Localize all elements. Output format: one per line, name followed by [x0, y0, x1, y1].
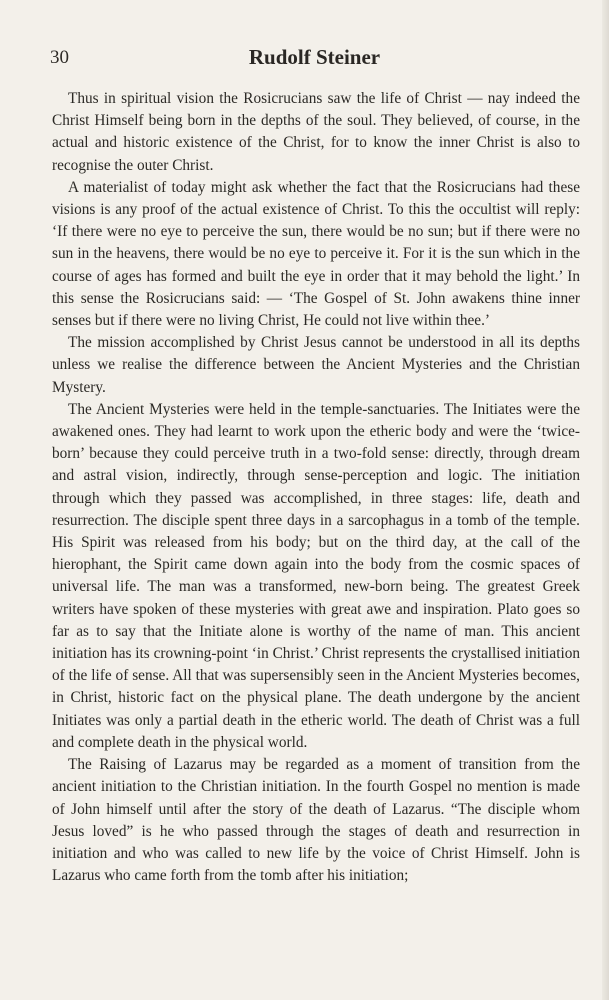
running-title: Rudolf Steiner	[248, 45, 381, 69]
page-number: 30	[50, 47, 69, 68]
page-edge	[602, 0, 609, 1000]
text-body	[52, 88, 580, 887]
paragraph-raising-of-lazarus: The Raising of Lazarus may be regarded as a moment of transition from the ancient initiation to the Christian initiation. In the fourth Gospel no mention is made of John himself until after the story of the death of Lazarus. “The disciple whom Jesus loved” is he who passed through the stages of death and resurrection in initiation and who was called to new life by the voice of Christ Himself. John is Lazarus who came forth from the tomb after his initiation;	[52, 756, 580, 885]
paragraph-ancient-mysteries: The Ancient Mysteries were held in the temple-sanctuaries. The Initiates were the awakened ones. They had learnt to work upon the etheric body and were the ‘twice-born’ because they could perceive truth in a two-fold sense: directly, through dream and astral vision, indirectly, through sense-perception and logic. The initiation through which they passed was accomplished, in three stages: life, death and resurrection. The disciple spent three days in a sarcophagus in a tomb of the temple. His Spirit was released from his body; but on the third day, at the call of the hierophant, the Spirit came down again into the body from the cosmic spaces of universal life. The man was a transformed, new-born being. The greatest Greek writers have spoken of these mysteries with great awe and inspiration. Plato goes so far as to say that the Initiate alone is worthy of the name of man. This ancient initiation has its crowning-point ‘in Christ.’ Christ represents the crystallised initiation of the life of sense. All that was supersensibly seen in the Ancient Mysteries becomes, in Christ, historic fact on the physical plane. The death undergone by the ancient Initiates was only a partial death in the etheric world. The death of Christ was a full and complete death in the physical world.	[52, 400, 580, 751]
paragraph-materialist-question: A materialist of today might ask whether the fact that the Rosicrucians had these visions is any proof of the actual existence of Christ. To this the occultist will reply: ‘If there were no eye to perceive the sun, there would be no sun; but if there were no sun in the heavens, there would be no eye to perceive it. For it is the sun which in the course of ages has formed and built the eye in order that it may behold the light.’ In this sense the Rosicrucians said: — ‘The Gospel of St. John awakens thine inner senses but if there were no living Christ, He could not live within thee.’	[52, 178, 580, 330]
running-head	[0, 41, 609, 71]
paragraph-mission-of-christ: The mission accomplished by Christ Jesus cannot be understood in all its depths unless we realise the difference between the Ancient Mysteries and the Christian Mystery.	[52, 334, 580, 396]
paragraph-rosicrucian-vision: Thus in spiritual vision the Rosicrucians saw the life of Christ — nay indeed the Christ Himself being born in the depths of the soul. They believed, of course, in the actual and historic existence of the Christ, for to know the inner Christ is also to recognise the outer Christ.	[52, 90, 580, 174]
